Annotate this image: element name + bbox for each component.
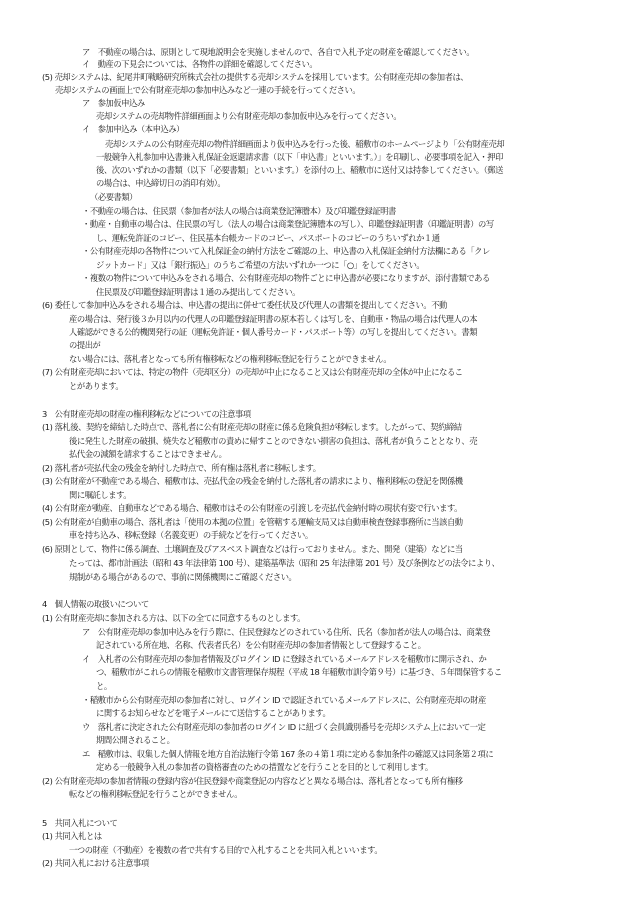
text-line: イ 参加申込み（本申込み） bbox=[82, 124, 185, 134]
text-line: 後に発生した財産の破損、焼失など稲敷市の責めに帰すことのできない損害の負担は、落札者が負うこととなり、売 bbox=[69, 436, 478, 446]
text-line: （必要書類） bbox=[90, 192, 138, 202]
text-line: ア 参加仮申込み bbox=[82, 98, 145, 108]
text-line: し、運転免許証のコピー、住民基本台帳カードのコピー、パスポートのコピーのうちいずれか１通 bbox=[96, 233, 440, 243]
text-line: (6) 委任して参加申込みをされる場合は、申込書の提出に併せて委任状及び代理人の書類を提出してください。不動 bbox=[42, 300, 447, 310]
text-line: 後、次のいずれかの書類（以下「必要書類」といいます。）を添付の上、稲敷市に送付又は持参してください。（郵送 bbox=[96, 165, 503, 175]
text-line: ・稲敷市から公有財産売却の参加者に対し、ログイン ID で認証されているメールアドレスに、公有財産売却の財産 bbox=[82, 695, 486, 705]
text-line: 転などの権利移転登記を行うことができません。 bbox=[69, 789, 243, 799]
text-line: ア 不動産の場合は、原則として現地説明会を実施しませんので、各自で入札予定の財産を確認してください。 bbox=[82, 47, 475, 57]
section-heading: 3 公有財産売却の財産の権利移転などについての注意事項 bbox=[42, 409, 251, 419]
text-line: 売却システムの売却物件詳細画面より公有財産売却の参加仮申込みを行ってください。 bbox=[96, 111, 402, 121]
text-line: と。 bbox=[96, 681, 112, 691]
text-line: イ 入札者の公有財産売却の参加者情報及びログイン ID に登録されているメールアドレスを稲敷市に開示され、か bbox=[82, 654, 487, 664]
text-line: 住民票及び印鑑登録証明書は１通のみ提出してください。 bbox=[96, 287, 301, 297]
text-line: (2) 共同入札における注意事項 bbox=[42, 858, 149, 868]
text-line: (5) 売却システムは、紀尾井町戦略研究所株式会社の提供する売却システムを採用しています。公有財産売却の参加者は、 bbox=[42, 72, 469, 82]
text-line: (1) 公有財産売却に参加される方は、以下の全てに同意するものとします。 bbox=[42, 613, 306, 623]
text-line: 定める一般競争入札の参加者の資格審査のための措置などを行うことを目的として利用します。 bbox=[96, 762, 433, 772]
text-line: 売却システムの画面上で公有財産売却の参加申込みなど一連の手続を行ってください。 bbox=[55, 85, 361, 95]
text-line: 一つの財産（不動産）を複数の者で共有する目的で入札することを共同入札といいます。 bbox=[69, 845, 383, 855]
section-heading: 4 個人情報の取扱いについて bbox=[42, 599, 149, 609]
text-line: 車を持ち込み、移転登録（名義変更）の手続などを行ってください。 bbox=[69, 530, 313, 540]
text-line: 一般競争入札参加申込書兼入札保証金返還請求書（以下「申込書」といいます。）」を印刷し、必要事項を記入・押印 bbox=[96, 152, 503, 162]
text-line: (4) 公有財産が動産、自動車などである場合、稲敷市はその公有財産の引渡しを売払代金納付時の現状有姿で行います。 bbox=[42, 503, 462, 513]
text-line: 記されている所在地、名称、代表者氏名）を公有財産売却の参加者情報として登録すること。 bbox=[96, 640, 426, 650]
text-line: 売却システムの公有財産売却の物件詳細画面より仮申込みを行った後、稲敷市のホームページより「公有財産売却 bbox=[105, 139, 505, 149]
text-line: ・動産・自動車の場合は、住民票の写し（法人の場合は商業登記簿謄本の写し）、印鑑登録証明書（印鑑証明書）の写 bbox=[82, 219, 494, 229]
text-line: ア 公有財産売却の参加申込みを行う際に、住民登録などのされている住所、氏名（参加者が法人の場合は、商業登 bbox=[82, 627, 491, 637]
text-line: 人確認ができる公的機関発行の証（運転免許証・個人番号カード・パスポート等）の写しを提出してください。書類 bbox=[69, 327, 478, 337]
text-line: 関に嘱託します。 bbox=[69, 490, 132, 500]
text-line: ・複数の物件について申込みをされる場合、公有財産売却の物件ごとに申込書が必要になりますが、添付書類である bbox=[82, 273, 490, 283]
text-line: に関するお知らせなどを電子メールにて送信することがあります。 bbox=[96, 708, 331, 718]
text-line: とがあります。 bbox=[69, 381, 124, 391]
text-line: の場合は、申込締切日の消印有効）。 bbox=[96, 178, 226, 188]
text-line: (3) 公有財産が不動産である場合、稲敷市は、売払代金の残金を納付した落札者の請求により、権利移転の登記を関係機 bbox=[42, 476, 463, 486]
text-line: (7) 公有財産売却においては、特定の物件（売却区分）の売却が中止になること又は公有財産売却の全体が中止になるこ bbox=[42, 367, 463, 377]
text-line: ・不動産の場合は、住民票（参加者が法人の場合は商業登記簿謄本）及び印鑑登録証明書 bbox=[82, 206, 396, 216]
text-line: の提出が bbox=[69, 340, 101, 350]
text-line: (2) 落札者が売払代金の残金を納付した時点で、所有権は落札者に移転します。 bbox=[42, 463, 321, 473]
text-line: ジットカード」又は「銀行振込」のうちご希望の方法いずれか一つに「○」をしてください。 bbox=[96, 260, 425, 270]
text-line: (6) 原則として、物件に係る調査、土壌調査及びアスベスト調査などは行っておりません。また、開発（建築）などに当 bbox=[42, 544, 463, 554]
text-line: (1) 落札後、契約を締結した時点で、落札者に公有財産売却の財産に係る危険負担が移転します。したがって、契約締結 bbox=[42, 422, 462, 432]
text-line: 払代金の減額を請求することはできません。 bbox=[69, 449, 227, 459]
text-line: 規制がある場合があるので、事前に関係機関にご確認ください。 bbox=[69, 572, 297, 582]
text-line: ウ 落札者に決定された公有財産売却の参加者のログイン ID に紐づく会員識別番号を売却システム上において一定 bbox=[82, 722, 486, 732]
text-line: ・公有財産売却の各物件について入札保証金の納付方法をご確認の上、申込書の入札保証金納付方法欄にある「クレ bbox=[82, 246, 490, 256]
text-line: (2) 公有財産売却の参加者情報の登録内容が住民登録や商業登記の内容などと異なる場合は、落札者となっても所有権移 bbox=[42, 776, 463, 786]
text-line: (5) 公有財産が自動車の場合、落札者は「使用の本拠の位置」を管轄する運輸支局又は自動車検査登録事務所に当該自動 bbox=[42, 517, 463, 527]
section-heading: 5 共同入札について bbox=[42, 818, 118, 828]
text-line: エ 稲敷市は、収集した個人情報を地方自治法施行令第 167 条の４第１項に定める参加条件の確認又は同条第２項に bbox=[82, 749, 494, 759]
text-line: つ、稲敷市がこれらの情報を稲敷市文書管理保存規程（平成 18 年稲敷市訓令第９号）に基づき、５年間保管するこ bbox=[96, 667, 502, 677]
text-line: (1) 共同入札とは bbox=[42, 831, 102, 841]
text-line: ない場合には、落札者となっても所有権移転などの権利移転登記を行うことができません。 bbox=[69, 354, 392, 364]
text-line: 期間公開されること。 bbox=[96, 735, 175, 745]
text-line: イ 動産の下見会については、各物件の詳細を確認してください。 bbox=[82, 59, 318, 69]
text-line: たっては、都市計画法（昭和 43 年法律第 100 号）、建築基準法（昭和 25 年法律第 201 号）及び条例などの法令により、 bbox=[69, 558, 500, 568]
text-line: 産の場合は、発行後３か月以内の代理人の印鑑登録証明書の原本若しくは写しを、自動車・物品の場合は代理人の本 bbox=[69, 314, 478, 324]
